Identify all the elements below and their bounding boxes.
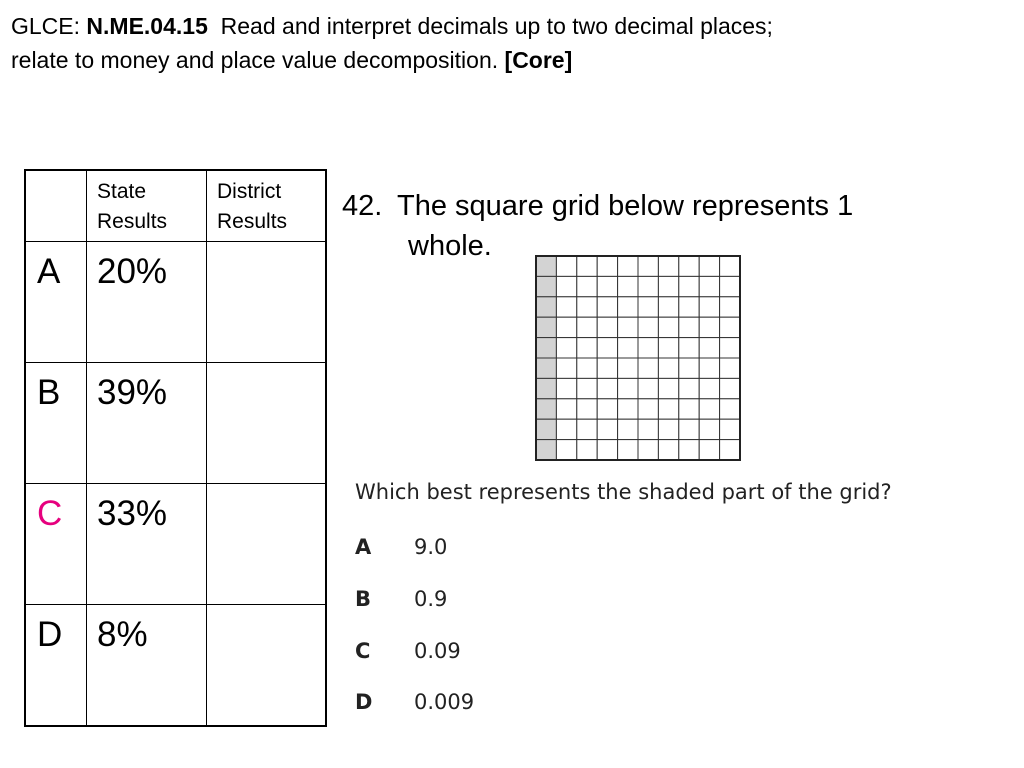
row-state-result: 33%: [87, 484, 207, 605]
grid-cell: [638, 256, 658, 276]
grid-cell: [658, 297, 678, 317]
grid-cell: [618, 338, 638, 358]
results-row: [25, 242, 326, 363]
grid-cell: [638, 440, 658, 460]
question-number: 42.: [342, 190, 383, 222]
grid-cell: [577, 256, 597, 276]
results-table: [24, 169, 327, 727]
grid-cell: [679, 419, 699, 439]
header-state-results: State Results: [87, 170, 207, 242]
grid-cell: [597, 338, 617, 358]
page-header: [11, 9, 1011, 77]
results-row: [25, 484, 326, 605]
grid-cell: [597, 358, 617, 378]
grid-cell: [638, 399, 658, 419]
grid-cell: [556, 317, 576, 337]
grid-cell: [720, 378, 740, 398]
grid-cell: [679, 338, 699, 358]
grid-cell: [720, 256, 740, 276]
grid-cell: [597, 256, 617, 276]
grid-cell-shaded: [536, 338, 556, 358]
row-letter: C: [25, 484, 87, 605]
grid-cell: [699, 419, 719, 439]
grid-cell: [720, 440, 740, 460]
grid-cell: [658, 317, 678, 337]
choice-letter: C: [355, 639, 371, 663]
results-header-row: [25, 170, 326, 242]
grid-cell: [618, 399, 638, 419]
choice-value: 0.9: [414, 587, 448, 611]
grid-cell: [720, 276, 740, 296]
grid-cell: [679, 378, 699, 398]
grid-cell-shaded: [536, 317, 556, 337]
grid-cell: [556, 440, 576, 460]
row-state-result: 8%: [87, 605, 207, 727]
grid-cell: [556, 338, 576, 358]
grid-cell: [618, 358, 638, 378]
grid-cell: [699, 297, 719, 317]
grid-cell: [638, 297, 658, 317]
grid-cell: [577, 358, 597, 378]
grid-cell: [618, 297, 638, 317]
grid-cell: [638, 276, 658, 296]
hundred-grid: [534, 254, 742, 467]
results-row: [25, 605, 326, 727]
grid-cell: [699, 317, 719, 337]
grid-cell: [679, 256, 699, 276]
grid-cell: [618, 256, 638, 276]
grid-cell: [577, 440, 597, 460]
grid-cell-shaded: [536, 440, 556, 460]
grid-cell: [577, 338, 597, 358]
grid-cell-shaded: [536, 419, 556, 439]
question-prompt: Which best represents the shaded part of the grid?: [355, 480, 892, 504]
grid-cell-shaded: [536, 399, 556, 419]
grid-cell-shaded: [536, 378, 556, 398]
header-description-1: Read and interpret decimals up to two decimal places;: [207, 13, 773, 39]
header-description-2: relate to money and place value decomposition.: [11, 47, 505, 73]
grid-cell: [638, 338, 658, 358]
grid-cell: [618, 317, 638, 337]
grid-cell: [556, 297, 576, 317]
grid-cell: [658, 256, 678, 276]
row-letter: B: [25, 363, 87, 484]
grid-cell: [699, 358, 719, 378]
grid-cell: [597, 276, 617, 296]
core-label: [Core]: [504, 47, 573, 73]
grid-cell: [720, 317, 740, 337]
grid-cell: [556, 378, 576, 398]
grid-cell: [679, 276, 699, 296]
grid-cell: [720, 419, 740, 439]
grid-cell: [597, 297, 617, 317]
grid-cell: [556, 419, 576, 439]
grid-cell: [699, 276, 719, 296]
choice-value: 0.009: [414, 690, 475, 714]
row-state-result: 20%: [87, 242, 207, 363]
grid-cell: [720, 338, 740, 358]
grid-cell: [658, 378, 678, 398]
grid-cell: [638, 317, 658, 337]
grid-cell-shaded: [536, 297, 556, 317]
grid-cell: [699, 399, 719, 419]
glce-code: N.ME.04.15: [86, 13, 208, 39]
grid-cell: [679, 297, 699, 317]
grid-cell: [658, 440, 678, 460]
choice-letter: D: [355, 690, 373, 714]
grid-cell: [679, 317, 699, 337]
grid-cell: [597, 378, 617, 398]
grid-cell: [679, 399, 699, 419]
grid-cell-shaded: [536, 276, 556, 296]
grid-cell: [720, 358, 740, 378]
question-text-line-2: whole.: [408, 230, 492, 262]
row-district-result: [207, 484, 327, 605]
choice-value: 9.0: [414, 535, 448, 559]
grid-cell: [556, 358, 576, 378]
choice-value: 0.09: [414, 639, 461, 663]
grid-cell: [597, 399, 617, 419]
results-row: [25, 363, 326, 484]
grid-cell: [638, 378, 658, 398]
choice-letter: B: [355, 587, 372, 611]
grid-cell: [618, 419, 638, 439]
grid-cell: [679, 358, 699, 378]
grid-cell: [618, 378, 638, 398]
grid-cell: [699, 440, 719, 460]
grid-cell: [597, 440, 617, 460]
grid-cell: [556, 399, 576, 419]
grid-cell: [577, 297, 597, 317]
grid-cell: [658, 338, 678, 358]
grid-cell: [720, 399, 740, 419]
grid-cell: [658, 419, 678, 439]
grid-cell: [658, 358, 678, 378]
grid-cell: [577, 399, 597, 419]
header-line-1: [11, 9, 1011, 43]
grid-cell: [618, 276, 638, 296]
grid-cell: [679, 440, 699, 460]
grid-cell: [699, 256, 719, 276]
grid-cell: [577, 419, 597, 439]
grid-cell: [577, 317, 597, 337]
grid-cell: [556, 276, 576, 296]
grid-cell: [720, 297, 740, 317]
grid-cell: [638, 419, 658, 439]
row-letter: D: [25, 605, 87, 727]
header-district-results: District Results: [207, 170, 327, 242]
grid-cell: [658, 399, 678, 419]
grid-cell-shaded: [536, 256, 556, 276]
grid-cell: [556, 256, 576, 276]
grid-cell: [597, 317, 617, 337]
glce-prefix: GLCE:: [11, 13, 87, 39]
grid-cell: [638, 358, 658, 378]
row-district-result: [207, 242, 327, 363]
header-line-2: [11, 43, 1011, 77]
question-text-line-1: The square grid below represents 1: [397, 190, 854, 222]
grid-cell: [618, 440, 638, 460]
grid-cell: [577, 378, 597, 398]
hundred-grid-svg: [534, 254, 742, 462]
row-state-result: 39%: [87, 363, 207, 484]
row-district-result: [207, 605, 327, 727]
grid-cell: [658, 276, 678, 296]
grid-cell: [699, 338, 719, 358]
grid-cell: [577, 276, 597, 296]
header-letter-cell: [25, 170, 87, 242]
row-district-result: [207, 363, 327, 484]
grid-cell: [597, 419, 617, 439]
choice-letter: A: [355, 535, 372, 559]
grid-cell-shaded: [536, 358, 556, 378]
row-letter: A: [25, 242, 87, 363]
grid-cell: [699, 378, 719, 398]
